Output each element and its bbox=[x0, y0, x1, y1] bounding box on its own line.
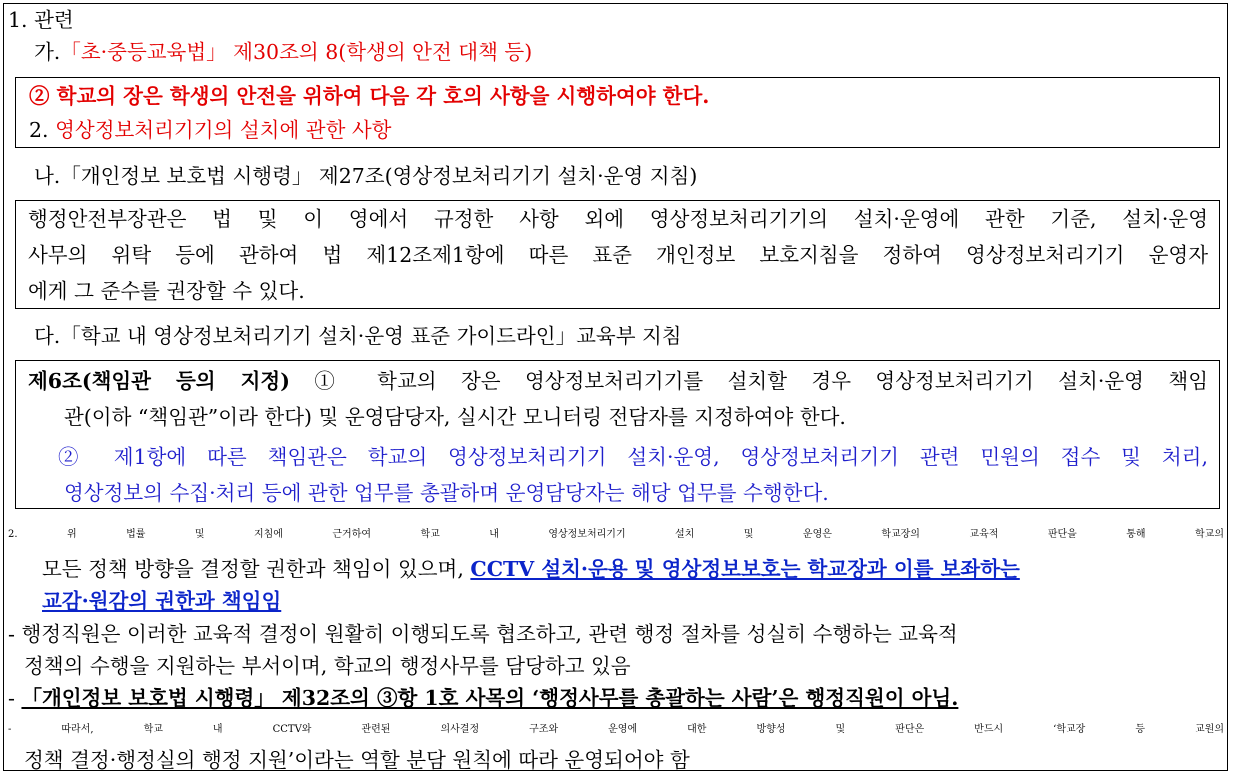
document-page bbox=[3, 3, 1228, 771]
dash-item-3-line2: 정책 결정·행정실의 행정 지원’이라는 역할 분담 원칙에 따라 운영되어야 함 bbox=[24, 748, 690, 772]
box2-line1: 행정안전부장관은 법 및 이 영에서 규정한 사항 외에 영상정보처리기기의 설치·운영에 관한 기준, 설치·운영 bbox=[28, 207, 1208, 231]
dash-item-2-dash: - bbox=[8, 686, 22, 710]
item-ga-prefix: 가. bbox=[34, 40, 61, 64]
section-1-heading: 1. 관련 bbox=[8, 8, 74, 32]
dash-item-2 bbox=[8, 683, 958, 713]
section-2-line2-plain: 모든 정책 방향을 결정할 권한과 책임이 있으며, bbox=[42, 557, 471, 581]
item-ga bbox=[34, 37, 532, 67]
quote-box-2 bbox=[15, 200, 1220, 309]
dash-item-3-line1: - 따라서, 학교 내 CCTV와 관련된 의사결정 구조와 운영에 대한 방향성 및 판단은 반드시 ‘학교장 등 교원의 bbox=[8, 724, 1224, 735]
quote-box-1 bbox=[15, 77, 1220, 148]
box3-line1 bbox=[28, 366, 1208, 396]
box3-line3: ② 제1항에 따른 책임관은 학교의 영상정보처리기기 설치·운영, 영상정보처리기기 관련 민원의 접수 및 처리, bbox=[58, 445, 1208, 469]
box3-line2: 관(이하 “책임관”이라 한다) 및 운영담당자, 실시간 모니터링 전담자를 지정하여야 한다. bbox=[64, 405, 846, 429]
dash-item-1-line1: - 행정직원은 이러한 교육적 결정이 원활히 이행되도록 협조하고, 관련 행정 절차를 성실히 수행하는 교육적 bbox=[8, 622, 958, 646]
box1-line2-num: 2. bbox=[29, 118, 49, 142]
box2-line2: 사무의 위탁 등에 관하여 법 제12조제1항에 따른 표준 개인정보 보호지침을 정하여 영상정보처리기기 운영자 bbox=[28, 243, 1208, 267]
box3-line1-rest: ① 학교의 장은 영상정보처리기기를 설치할 경우 영상정보처리기기 설치·운영 책임 bbox=[289, 369, 1208, 393]
section-2-line2-emphasis: CCTV 설치·운용 및 영상정보보호는 학교장과 이를 보좌하는 bbox=[470, 557, 1020, 581]
section-2-line3-emphasis: 교감·원감의 권한과 책임임 bbox=[42, 589, 282, 613]
item-na-title: 나.「개인정보 보호법 시행령」 제27조(영상정보처리기기 설치·운영 지침) bbox=[34, 164, 698, 188]
box2-line3: 에게 그 준수를 권장할 수 있다. bbox=[28, 279, 305, 303]
section-2-line2 bbox=[42, 554, 1020, 584]
item-ga-title: 「초·중등교육법」 제30조의 8(학생의 안전 대책 등) bbox=[60, 40, 533, 64]
item-da-title: 다.「학교 내 영상정보처리기기 설치·운영 표준 가이드라인」교육부 지침 bbox=[34, 324, 682, 348]
section-2-line1: 2. 위 법률 및 지침에 근거하여 학교 내 영상정보처리기기 설치 및 운영은 학교장의 교육적 판단을 통해 학교의 bbox=[8, 529, 1224, 540]
box1-line2 bbox=[29, 115, 392, 145]
box3-article-heading: 제6조(책임관 등의 지정) bbox=[28, 369, 290, 393]
box1-line2-text: 영상정보처리기기의 설치에 관한 사항 bbox=[55, 118, 392, 142]
dash-item-2-emphasis: 「개인정보 보호법 시행령」 제32조의 ③항 1호 사목의 ‘행정사무를 총괄하는 사람’은 행정직원이 아님. bbox=[21, 686, 959, 710]
quote-box-3 bbox=[15, 360, 1220, 509]
box3-line4: 영상정보의 수집·처리 등에 관한 업무를 총괄하며 운영담당자는 해당 업무를 수행한다. bbox=[64, 481, 829, 505]
box1-line1: ② 학교의 장은 학생의 안전을 위하여 다음 각 호의 사항을 시행하여야 한다. bbox=[29, 84, 710, 108]
dash-item-1-line2: 정책의 수행을 지원하는 부서이며, 학교의 행정사무를 담당하고 있음 bbox=[24, 654, 631, 678]
